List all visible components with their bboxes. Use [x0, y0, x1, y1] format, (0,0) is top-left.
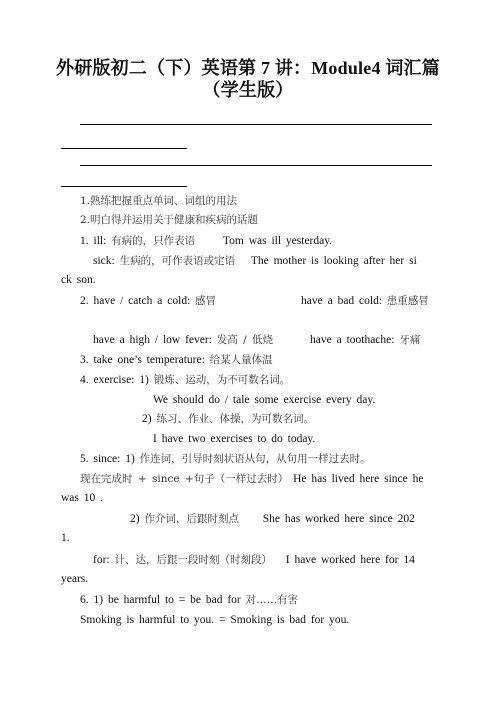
vocab-since-example-1-continued: was 10 .	[61, 492, 104, 504]
vocab-fever-meaning: 发高 / 低烧	[216, 334, 273, 346]
vocab-fever	[93, 333, 273, 347]
vocab-sick-meaning: 生病的，可作表语或定语	[119, 255, 236, 267]
vocab-exercise-example-2: I have two exercises to do today.	[153, 433, 316, 445]
vocab-since-rule	[80, 472, 423, 486]
vocab-since	[80, 452, 371, 466]
vocab-exercise-sense-2	[142, 412, 314, 426]
vocab-toothache	[310, 333, 420, 347]
vocab-sick-example: The mother is looking after her si	[250, 255, 417, 267]
vocab-exercise	[80, 373, 290, 387]
vocab-toothache-term: have a toothache:	[310, 334, 395, 346]
document-title-line1: 外研版初二（下）英语第 7 讲：Module4 词汇篇	[56, 58, 440, 78]
vocab-sick	[93, 254, 417, 268]
answer-blank-line	[61, 186, 187, 187]
document-title-line2: （学生版）	[202, 80, 294, 100]
vocab-since-sense-2	[130, 512, 415, 526]
vocab-for	[93, 553, 415, 567]
vocab-harmful-term: 6. 1) be harmful to = be bad for	[80, 594, 241, 606]
vocab-for-meaning: 计、达，后跟一段时刻（时刻段）	[114, 554, 272, 566]
answer-blank-line	[80, 165, 432, 166]
vocab-cold	[80, 294, 216, 308]
vocab-exercise-meaning-1: 锻炼、运动，为不可数名词。	[153, 374, 291, 386]
vocab-for-example: I have worked here for 14	[285, 554, 415, 566]
vocab-harmful	[80, 593, 298, 607]
vocab-cold-term: 2. have / catch a cold:	[80, 295, 191, 307]
vocab-since-number-2: 2)	[130, 513, 140, 525]
vocab-fever-term: have a high / low fever:	[93, 334, 212, 346]
vocab-since-example-1: He has lived here since he	[293, 473, 424, 485]
answer-blank-line	[61, 148, 187, 149]
objective-2: 2.明白得并运用关于健康和疾病的话题	[80, 214, 259, 226]
vocab-since-meaning-1: 作连词，引导时刻状语从句，从句用一样过去时。	[139, 453, 371, 465]
vocab-ill	[80, 234, 332, 248]
answer-blank-line	[80, 124, 432, 125]
vocab-exercise-term: 4. exercise: 1)	[80, 374, 149, 386]
vocab-bad-cold-term: have a bad cold:	[301, 295, 383, 307]
vocab-since-rule-text: 现在完成时 + since +句子（一样过去时）	[80, 473, 289, 485]
vocab-ill-example: Tom was ill yesterday.	[222, 235, 333, 247]
vocab-ill-meaning: 有病的，只作表语	[111, 235, 196, 247]
vocab-harmful-meaning: 对……有害	[245, 594, 299, 606]
vocab-harmful-example: Smoking is harmful to you. = Smoking is bad for you.	[80, 614, 350, 626]
vocab-since-meaning-2: 作介词，后跟时刻点	[144, 513, 239, 525]
vocab-temperature-meaning: 给某人量体温	[209, 354, 273, 366]
vocab-since-term: 5. since: 1)	[80, 453, 135, 465]
vocab-bad-cold-meaning: 患重感冒	[386, 295, 429, 307]
vocab-exercise-meaning-2: 练习、作业、体操，为可数名词。	[156, 413, 314, 425]
objective-1: 1.熟练把握重点单词、词组的用法	[80, 195, 238, 207]
vocab-sick-term: sick:	[93, 255, 115, 267]
vocab-cold-meaning: 感冒	[195, 295, 217, 307]
vocab-exercise-number-2: 2)	[142, 413, 152, 425]
vocab-temperature-term: 3. take one’s temperature:	[80, 354, 205, 366]
vocab-toothache-meaning: 牙痛	[399, 334, 421, 346]
vocab-exercise-example-1: We should do / tale some exercise every day.	[153, 394, 376, 406]
vocab-for-term: for:	[93, 554, 110, 566]
vocab-since-example-2-continued: 1.	[61, 532, 70, 544]
vocab-ill-term: 1. ill:	[80, 235, 107, 247]
vocab-since-example-2: She has worked here since 202	[262, 513, 415, 525]
vocab-temperature	[80, 353, 273, 367]
vocab-for-example-continued: years.	[61, 573, 89, 585]
vocab-bad-cold	[301, 294, 429, 308]
vocab-sick-example-continued: ck son.	[61, 274, 96, 286]
